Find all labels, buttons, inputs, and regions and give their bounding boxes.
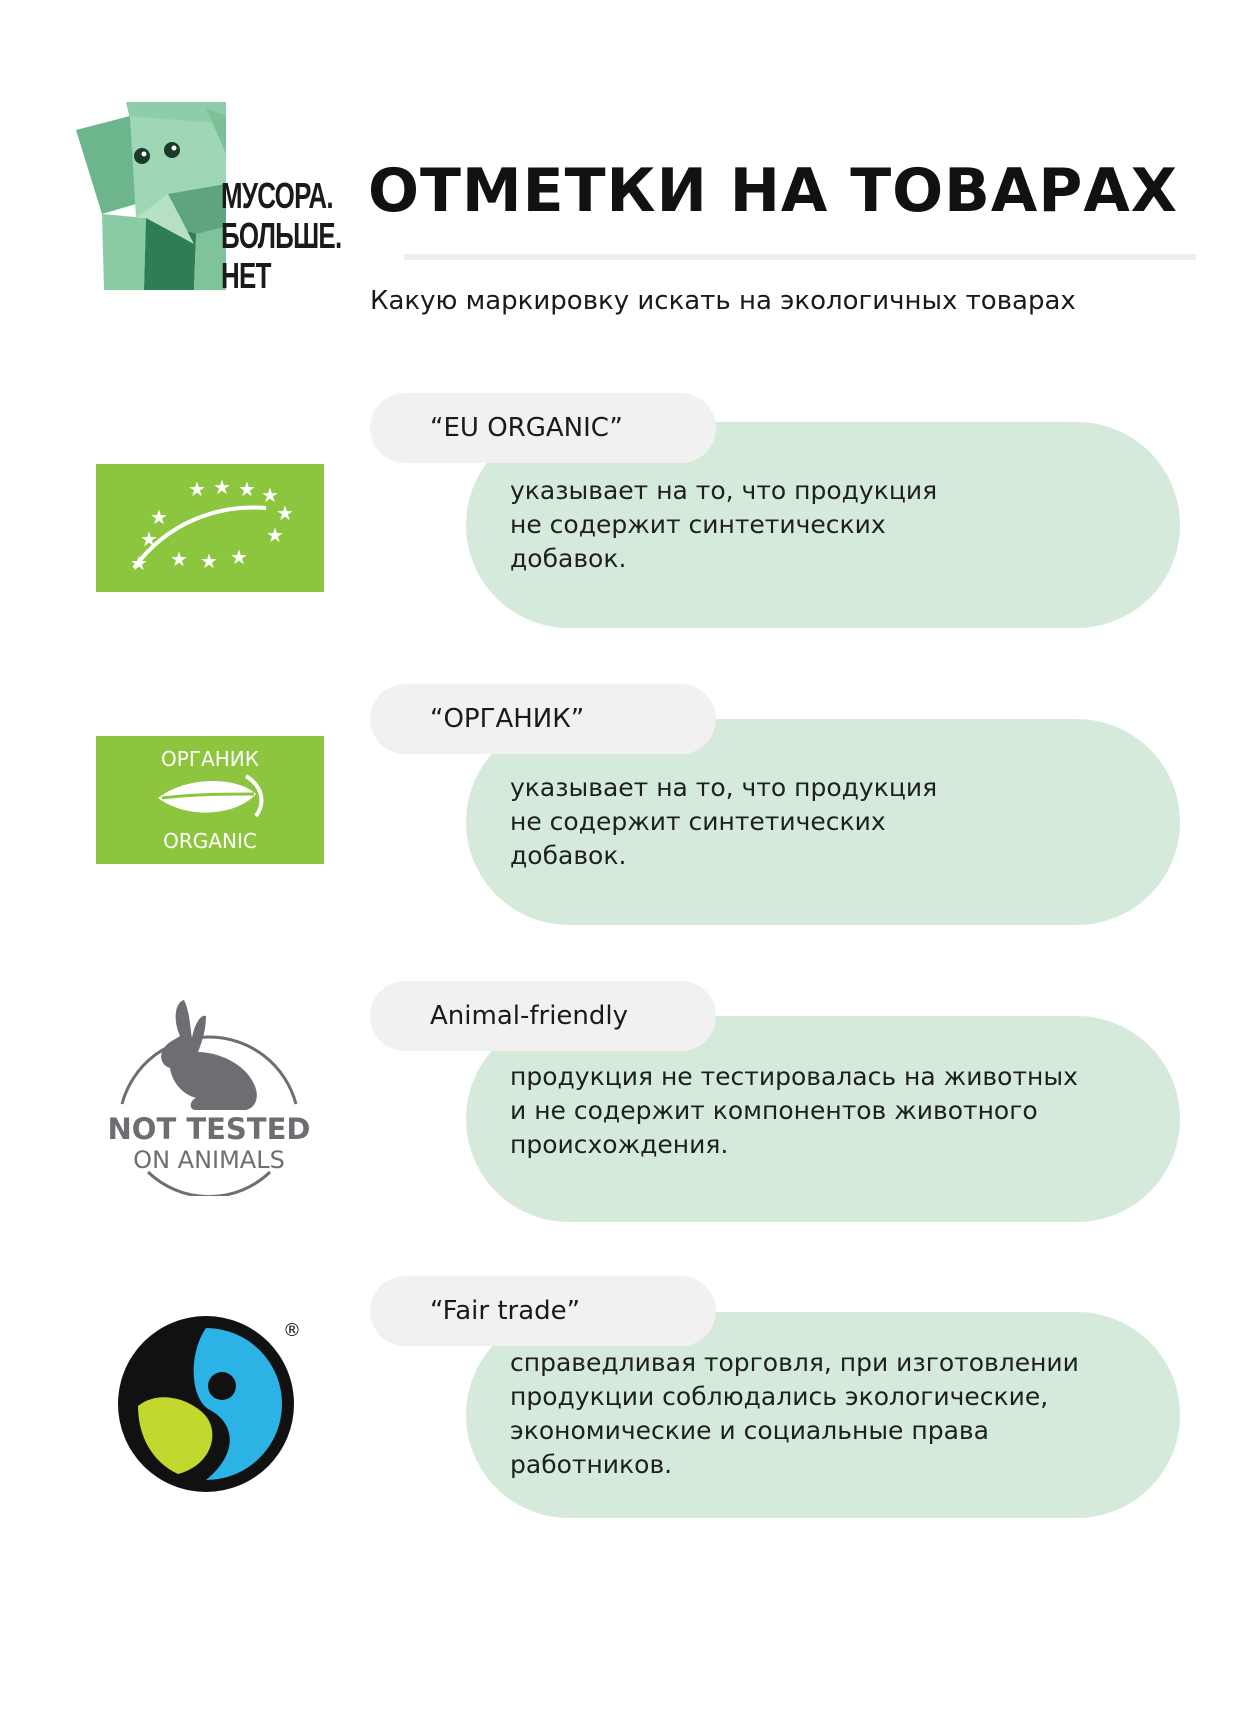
registered-mark: ® [283,1320,301,1341]
brand-line-2: БОЛЬШЕ. [221,215,342,256]
animal-friendly-name-pill [370,981,716,1051]
fairtrade-description: справедливая торговля, при изготовлении продукции соблюдались экологические, экономические и социальные права работников. [510,1348,1079,1479]
eu-organic-name-pill [370,393,716,463]
page-title: ОТМЕТКИ НА ТОВАРАХ [368,156,1179,226]
eu-organic-name: “EU ORGANIC” [430,413,623,443]
svg-text:★: ★ [170,547,188,571]
svg-text:★: ★ [238,477,256,501]
rabbit-icon [104,996,314,1196]
organic-name: “ОРГАНИК” [430,704,585,734]
page-subtitle: Какую маркировку искать на экологичных товарах [370,286,1076,316]
svg-text:★: ★ [213,475,231,499]
organic-leaf-icon [96,736,324,864]
origami-dog-icon [76,94,226,304]
fairtrade-name-pill [370,1276,716,1346]
title-divider [404,254,1196,260]
brand-wordmark [221,176,341,296]
svg-text:★: ★ [130,551,148,575]
not-tested-text: NOT TESTED [107,1112,311,1146]
svg-text:★: ★ [188,477,206,501]
organic-badge [96,736,324,864]
organic-name-pill [370,684,716,754]
svg-text:★: ★ [140,527,158,551]
svg-text:★: ★ [150,505,168,529]
organic-badge-top-text: ОРГАНИК [161,747,259,771]
eu-organic-badge [96,464,324,592]
not-tested-badge [104,996,314,1196]
organic-badge-bottom-text: ORGANIC [163,829,257,853]
fairtrade-icon [118,1314,308,1494]
fairtrade-badge [118,1314,308,1494]
svg-text:★: ★ [276,501,294,525]
brand-line-1: МУСОРА. [221,175,333,216]
eu-organic-leaf-icon [96,464,324,592]
organic-description: указывает на то, что продукция не содержит синтетических добавок. [510,773,938,870]
svg-text:★: ★ [266,523,284,547]
svg-text:★: ★ [261,483,279,507]
fairtrade-name: “Fair trade” [430,1296,581,1326]
on-animals-text: ON ANIMALS [133,1146,285,1174]
svg-text:★: ★ [200,549,218,573]
animal-friendly-name: Animal-friendly [430,1001,629,1031]
svg-text:★: ★ [230,545,248,569]
eu-organic-description: указывает на то, что продукция не содержит синтетических добавок. [510,476,938,573]
brand-line-3: НЕТ [221,255,271,296]
animal-friendly-description: продукция не тестировалась на животных и не содержит компонентов животного происхождения. [510,1062,1078,1159]
